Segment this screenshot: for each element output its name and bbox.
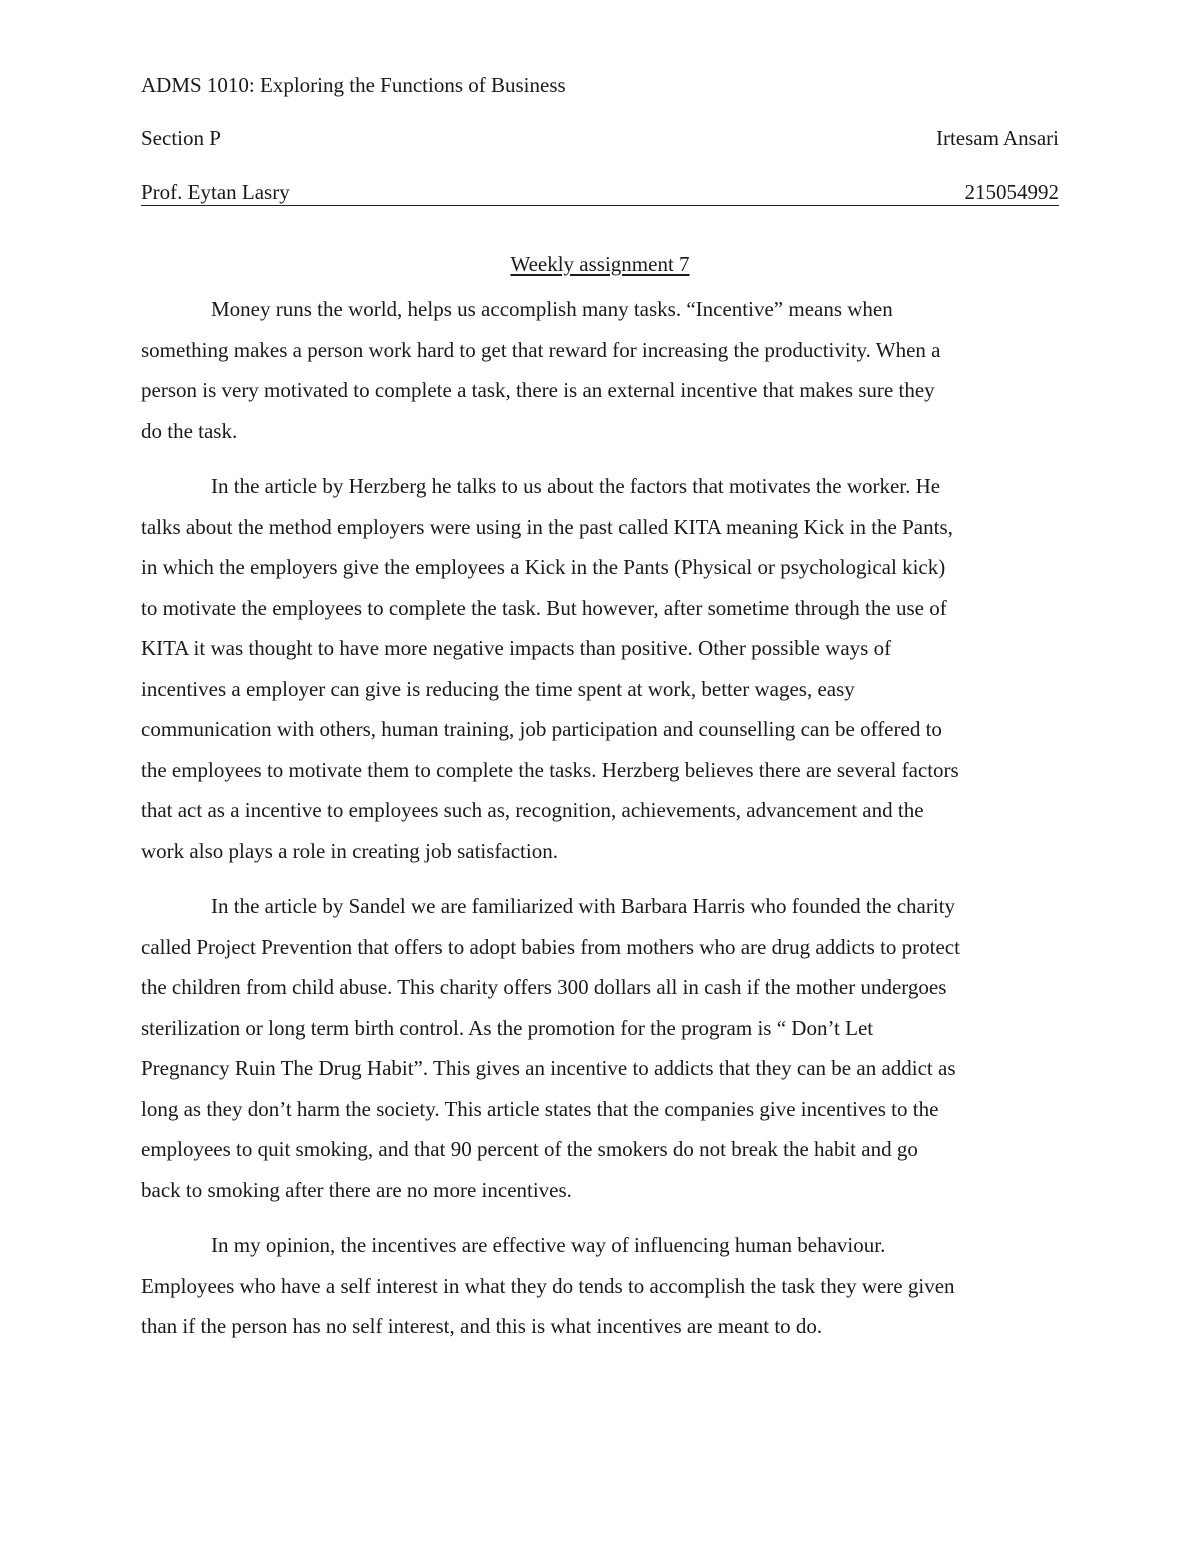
student-name: Irtesam Ansari	[935, 126, 1059, 150]
course-title: ADMS 1010: Exploring the Functions of Business	[141, 73, 566, 97]
paragraph-line: that act as a incentive to employees such as, recognition, achievements, advancement and the	[141, 798, 924, 822]
paragraph-line: KITA it was thought to have more negative impacts than positive. Other possible ways of	[141, 636, 892, 660]
paragraph-line: to motivate the employees to complete the task. But however, after sometime through the use of	[141, 595, 947, 620]
student-id: 215054992	[964, 180, 1059, 204]
essay-body	[141, 289, 1061, 1362]
assignment-title	[0, 252, 1200, 276]
paragraph-line: do the task.	[141, 418, 238, 443]
paragraph-line: In the article by Sandel we are familiarized with Barbara Harris who founded the charity	[211, 894, 956, 918]
paragraph-line: Pregnancy Ruin The Drug Habit”. This gives an incentive to addicts that they can be an addict as	[141, 1056, 956, 1080]
paragraph-line: in which the employers give the employees a Kick in the Pants (Physical or psychological kick)	[141, 555, 946, 579]
assignment-title-text: Weekly assignment 7	[510, 252, 690, 276]
paragraph-line: sterilization or long term birth control. As the promotion for the program is “ Don’t Let	[141, 1015, 874, 1040]
paragraph-line: employees to quit smoking, and that 90 percent of the smokers do not break the habit and go	[141, 1137, 918, 1161]
professor-row	[141, 180, 1059, 206]
paragraph-line: something makes a person work hard to get that reward for increasing the productivity. When a	[141, 337, 941, 362]
paragraph	[141, 289, 1061, 451]
paragraph-line: talks about the method employers were using in the past called KITA meaning Kick in the Pants,	[141, 514, 953, 539]
paragraph-line: Money runs the world, helps us accomplish many tasks. “Incentive” means when	[211, 297, 893, 321]
paragraph-line: work also plays a role in creating job satisfaction.	[141, 838, 558, 863]
paragraph-line: long as they don’t harm the society. This article states that the companies give incentives to the	[141, 1096, 939, 1121]
section-row	[141, 126, 1059, 150]
paragraph-line: person is very motivated to complete a task, there is an external incentive that makes sure they	[141, 378, 935, 402]
paragraph	[141, 886, 1061, 1210]
paragraph	[141, 1225, 1061, 1347]
paragraph-line: In my opinion, the incentives are effective way of influencing human behaviour.	[211, 1233, 886, 1257]
paragraph-line: back to smoking after there are no more incentives.	[141, 1177, 572, 1202]
paragraph-line: In the article by Herzberg he talks to us about the factors that motivates the worker. He	[211, 474, 941, 498]
paragraph-line: called Project Prevention that offers to adopt babies from mothers who are drug addicts to protect	[141, 934, 960, 959]
paragraph-line: the children from child abuse. This charity offers 300 dollars all in cash if the mother undergoes	[141, 975, 947, 999]
section-label: Section P	[141, 126, 221, 150]
paragraph-line: communication with others, human training, job participation and counselling can be offered to	[141, 717, 942, 741]
professor-name: Prof. Eytan Lasry	[141, 180, 290, 204]
paragraph	[141, 466, 1061, 871]
paragraph-line: Employees who have a self interest in what they do tends to accomplish the task they were given	[141, 1273, 955, 1298]
paragraph-line: the employees to motivate them to complete the tasks. Herzberg believes there are several factors	[141, 757, 959, 782]
paragraph-line: than if the person has no self interest, and this is what incentives are meant to do.	[141, 1314, 823, 1338]
paragraph-line: incentives a employer can give is reducing the time spent at work, better wages, easy	[141, 676, 855, 701]
